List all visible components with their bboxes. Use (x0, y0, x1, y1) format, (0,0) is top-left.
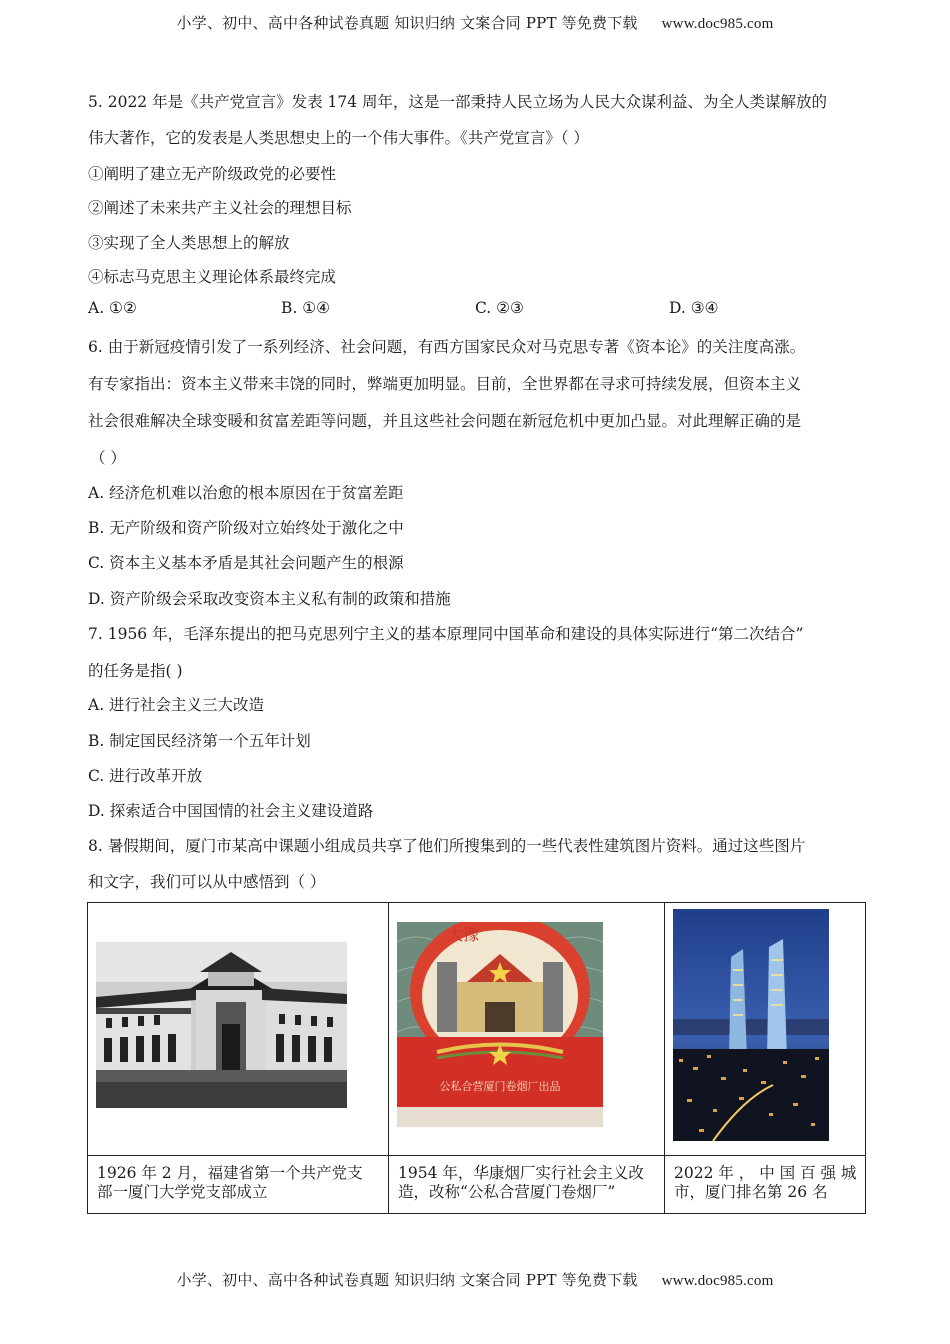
caption-1-line1: 1926 年 2 月，福建省第一个共产党支 (97, 1164, 363, 1182)
q5-stem-line2: 伟大著作，它的发表是人类思想史上的一个伟大事件。《共产党宣言》（ ） (88, 129, 589, 147)
caption-3-line1: 2022 年 ， 中 国 百 强 城 (674, 1164, 857, 1182)
caption-2 (389, 1156, 665, 1214)
q7-option-d[interactable]: D. 探索适合中国国情的社会主义建设道路 (88, 802, 374, 820)
q6-stem-line4: （ ） (90, 449, 126, 467)
caption-1 (88, 1156, 389, 1214)
q5-option-d[interactable]: D. ③④ (669, 299, 719, 317)
footer-site-link[interactable]: www.doc985.com (661, 1273, 774, 1289)
q7-stem-line2: 的任务是指( ) (88, 662, 183, 680)
q5-option-c[interactable]: C. ②③ (475, 299, 524, 317)
footer-text: 小学、初中、高中各种试卷真题 知识归纳 文案合同 PPT 等免费下载 (176, 1271, 638, 1289)
label-brand-text: 大豫 (447, 925, 480, 944)
q5-statement-4: ④标志马克思主义理论体系最终完成 (88, 268, 337, 286)
q7-stem-line1: 7. 1956 年，毛泽东提出的把马克思列宁主义的基本原理同中国革命和建设的具体实际进行“第二次结合” (88, 625, 804, 643)
q6-stem-line2: 有专家指出：资本主义带来丰饶的同时，弊端更加明显。目前，全世界都在寻求可持续发展，但资本主义 (88, 375, 802, 393)
q5-stem-line1: 5. 2022 年是《共产党宣言》发表 174 周年，这是一部秉持人民立场为人民大众谋利益、为全人类谋解放的 (88, 93, 828, 111)
caption-3 (665, 1156, 866, 1214)
q7-option-b[interactable]: B. 制定国民经济第一个五年计划 (88, 732, 311, 750)
q8-stem-line2: 和文字，我们可以从中感悟到（ ） (88, 873, 326, 891)
q5-statement-2: ②阐述了未来共产主义社会的理想目标 (88, 199, 352, 217)
caption-1-line2: 部一厦门大学党支部成立 (97, 1183, 268, 1201)
q6-option-d[interactable]: D. 资产阶级会采取改变资本主义私有制的政策和措施 (88, 590, 451, 608)
twin-towers-night-photo (673, 909, 829, 1141)
q5-option-a[interactable]: A. ①② (88, 299, 137, 317)
q6-stem-line3: 社会很难解决全球变暖和贫富差距等问题，并且这些社会问题在新冠危机中更加凸显。对此理解正确的是 (88, 412, 802, 430)
cigarette-label-image (397, 922, 603, 1127)
figure-cell-3 (665, 903, 866, 1156)
label-maker-text: 公私合营厦门卷烟厂出品 (439, 1080, 561, 1093)
xiamen-university-photo (96, 942, 347, 1108)
q5-option-b[interactable]: B. ①④ (281, 299, 331, 317)
q6-stem-line1: 6. 由于新冠疫情引发了一系列经济、社会问题，有西方国家民众对马克思专著《资本论》的关注度高涨。 (88, 338, 806, 356)
figure-cell-2 (389, 903, 665, 1156)
q7-option-c[interactable]: C. 进行改革开放 (88, 767, 203, 785)
q6-option-b[interactable]: B. 无产阶级和资产阶级对立始终处于激化之中 (88, 519, 404, 537)
page-header (0, 12, 950, 33)
header-text: 小学、初中、高中各种试卷真题 知识归纳 文案合同 PPT 等免费下载 (176, 14, 638, 32)
q8-figure-table (87, 902, 866, 1214)
page-footer (0, 1269, 950, 1290)
caption-2-line1: 1954 年，华康烟厂实行社会主义改 (398, 1164, 644, 1182)
q7-option-a[interactable]: A. 进行社会主义三大改造 (88, 696, 265, 714)
figure-cell-1 (88, 903, 389, 1156)
q5-statement-1: ①阐明了建立无产阶级政党的必要性 (88, 165, 337, 183)
q8-stem-line1: 8. 暑假期间，厦门市某高中课题小组成员共享了他们所搜集到的一些代表性建筑图片资料。通过这些图片 (88, 837, 806, 855)
caption-3-line2: 市，厦门排名第 26 名 (674, 1183, 828, 1201)
header-site-link[interactable]: www.doc985.com (661, 16, 774, 32)
caption-2-line2: 造，改称“公私合营厦门卷烟厂” (398, 1183, 616, 1201)
q6-option-a[interactable]: A. 经济危机难以治愈的根本原因在于贫富差距 (88, 484, 404, 502)
q6-option-c[interactable]: C. 资本主义基本矛盾是其社会问题产生的根源 (88, 554, 404, 572)
q5-statement-3: ③实现了全人类思想上的解放 (88, 234, 290, 252)
